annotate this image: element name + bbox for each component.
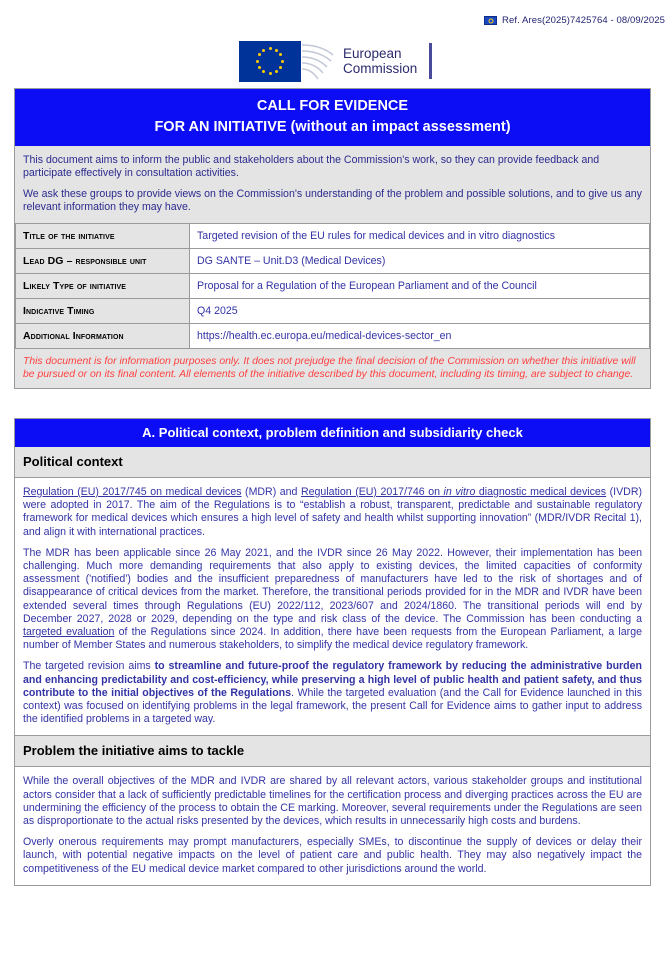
table-row — [16, 323, 650, 348]
logo-vertical-bar — [429, 43, 432, 79]
initiative-metadata-table — [15, 223, 650, 349]
meta-label-timing: Indicative Timing — [16, 298, 190, 323]
meta-value-timing: Q4 2025 — [190, 298, 650, 323]
logo-text-line2: Commission — [343, 61, 418, 76]
registry-stamp — [484, 15, 665, 26]
link-ivdr-part-a: Regulation (EU) 2017/746 on — [301, 486, 444, 498]
logo-text — [343, 46, 417, 76]
problem-paragraph-2: Overly onerous requirements may prompt manufacturers, especially SMEs, to discontinue the supply of devices or delay their launch, with potential negative impacts on the level of patient care and public health. They may also negatively impact the competitiveness of the EU medical device market compared to other jurisdictions around the world. — [23, 836, 642, 875]
banner-line-2: FOR AN INITIATIVE (without an impact assessment) — [154, 119, 511, 135]
political-context-heading: Political context — [15, 447, 650, 478]
eu-star-icon — [269, 47, 272, 50]
meta-label-title: Title of the initiative — [16, 223, 190, 248]
link-ivdr-regulation[interactable] — [301, 486, 606, 498]
link-targeted-evaluation[interactable]: targeted evaluation — [23, 626, 115, 639]
political-context-body — [15, 478, 650, 735]
eu-flag-icon — [484, 16, 497, 25]
link-mdr-regulation[interactable]: Regulation (EU) 2017/745 on medical devices — [23, 486, 242, 498]
eu-star-icon — [275, 49, 278, 52]
eu-star-icon — [256, 60, 259, 63]
meta-label-lead-dg: Lead DG – responsible unit — [16, 248, 190, 273]
intro-paragraph-2: We ask these groups to provide views on the Commission's understanding of the problem and possible solutions, and to give us any relevant information they may have. — [23, 187, 642, 214]
eu-star-icon — [275, 70, 278, 73]
meta-value-lead-dg: DG SANTE – Unit.D3 (Medical Devices) — [190, 248, 650, 273]
eu-flag-icon — [239, 41, 301, 82]
table-row — [16, 273, 650, 298]
table-row — [16, 248, 650, 273]
text-p1-rest: (IVDR) were adopted in 2017. The aim of the Regulations is to “establish a robust, transparent, predictable and sustainable regulatory framework for medical devices which ensures a high level of safety and health whilst supporting innovation” (MDR/IVDR Recital 1), and align it with international practices. — [23, 486, 642, 538]
link-ivdr-italic: in vitro — [443, 486, 476, 498]
paragraph-transitional-periods — [23, 547, 642, 653]
table-row — [16, 223, 650, 248]
text-mid-1: (MDR) and — [241, 486, 301, 498]
text-p2-after: of the Regulations since 2024. In addition, there have been requests from the European Parliament, a large number of Member States and numerous stakeholders, to simplify the medical device regulatory framework. — [23, 626, 642, 652]
section-a-block — [14, 418, 651, 886]
intro-paragraph-1: This document aims to inform the public and stakeholders about the Commission's work, so they can provide feedback and participate effectively in consultation activities. — [23, 154, 600, 180]
call-for-evidence-banner — [15, 89, 650, 146]
paragraph-regulations — [23, 486, 642, 539]
eu-star-icon — [258, 53, 261, 56]
table-row — [16, 298, 650, 323]
problem-body — [15, 767, 650, 884]
meta-label-type: Likely Type of initiative — [16, 273, 190, 298]
problem-paragraph-1: While the overall objectives of the MDR and IVDR are shared by all relevant actors, various stakeholder groups and institutional actors consider that a lack of sufficiently predictable timelines for the certification process and diverging practices across the EU are undermining the efficiency of the process to obtain the CE marking. Moreover, several requirements under the Regulations are seen as disproportionate to the actual risks presented by the devices, which results in unnecessarily high costs and burdens. — [23, 775, 642, 828]
meta-value-additional-info[interactable]: https://health.ec.europa.eu/medical-devices-sector_en — [190, 323, 650, 348]
eu-star-icon — [279, 66, 282, 69]
logo-swoosh-graphic — [302, 41, 334, 82]
eu-star-icon — [262, 70, 265, 73]
text-p3-before: The targeted revision aims — [23, 660, 155, 673]
european-commission-logo — [239, 39, 432, 83]
eu-star-icon — [269, 72, 272, 75]
meta-label-additional-info: Additional Information — [16, 323, 190, 348]
eu-star-icon — [281, 60, 284, 63]
intro-panel — [15, 146, 650, 223]
eu-star-icon — [279, 53, 282, 56]
meta-value-title: Targeted revision of the EU rules for medical devices and in vitro diagnostics — [190, 223, 650, 248]
link-ivdr-part-b: diagnostic medical devices — [475, 486, 607, 498]
registry-reference: Ref. Ares(2025)7425764 - 08/09/2025 — [502, 15, 665, 26]
text-p3-after: . While the targeted evaluation (and the Call for Evidence launched in this context) was focused on identifying problems in the legal framework, the present Call for Evidence aims to gather input to address the identified problems in a targeted way. — [23, 686, 642, 726]
paragraph-targeted-revision — [23, 660, 642, 726]
eu-star-icon — [258, 66, 261, 69]
text-p3-bold: to streamline and future-proof the regulatory framework by reducing the administrative burden and enhancing predictability and cost-efficiency, while preserving a high level of public health and patient safety, and thus contribute to the initial objectives of the Regulations — [23, 660, 642, 699]
disclaimer-note: This document is for information purposes only. It does not prejudge the final decision of the Commission on whether this initiative will be pursued or on its final content. All elements of the initiative described by this document, including its timing, are subject to change. — [15, 349, 650, 388]
logo-text-line1: European — [343, 46, 402, 61]
banner-line-1: CALL FOR EVIDENCE — [256, 98, 409, 114]
eu-star-icon — [262, 49, 265, 52]
meta-value-type: Proposal for a Regulation of the European Parliament and of the Council — [190, 273, 650, 298]
text-p2-before: The MDR has been applicable since 26 May 2021, and the IVDR since 26 May 2022. However, their implementation has been challenging. Much more demanding requirements that also apply to existing devices, the limited capacities of conformity assessment ('notified') bodies and the insufficient preparedness of manufacturers have led to the risk of shortages and of disappearance of critical devices from the market. Therefore, the transitional periods provided for in the MDR and IVDR have been extended several times through Regulations (EU) 2022/112, 2023/607 and 2024/1860. The transitional periods will end by December 2027, 2028 or 2029, depending on the type and risk class of the device. The Commission has been conducting a — [23, 546, 642, 625]
problem-heading: Problem the initiative aims to tackle — [15, 735, 650, 767]
section-a-banner: A. Political context, problem definition and subsidiarity check — [15, 419, 650, 447]
header-block — [14, 88, 651, 389]
